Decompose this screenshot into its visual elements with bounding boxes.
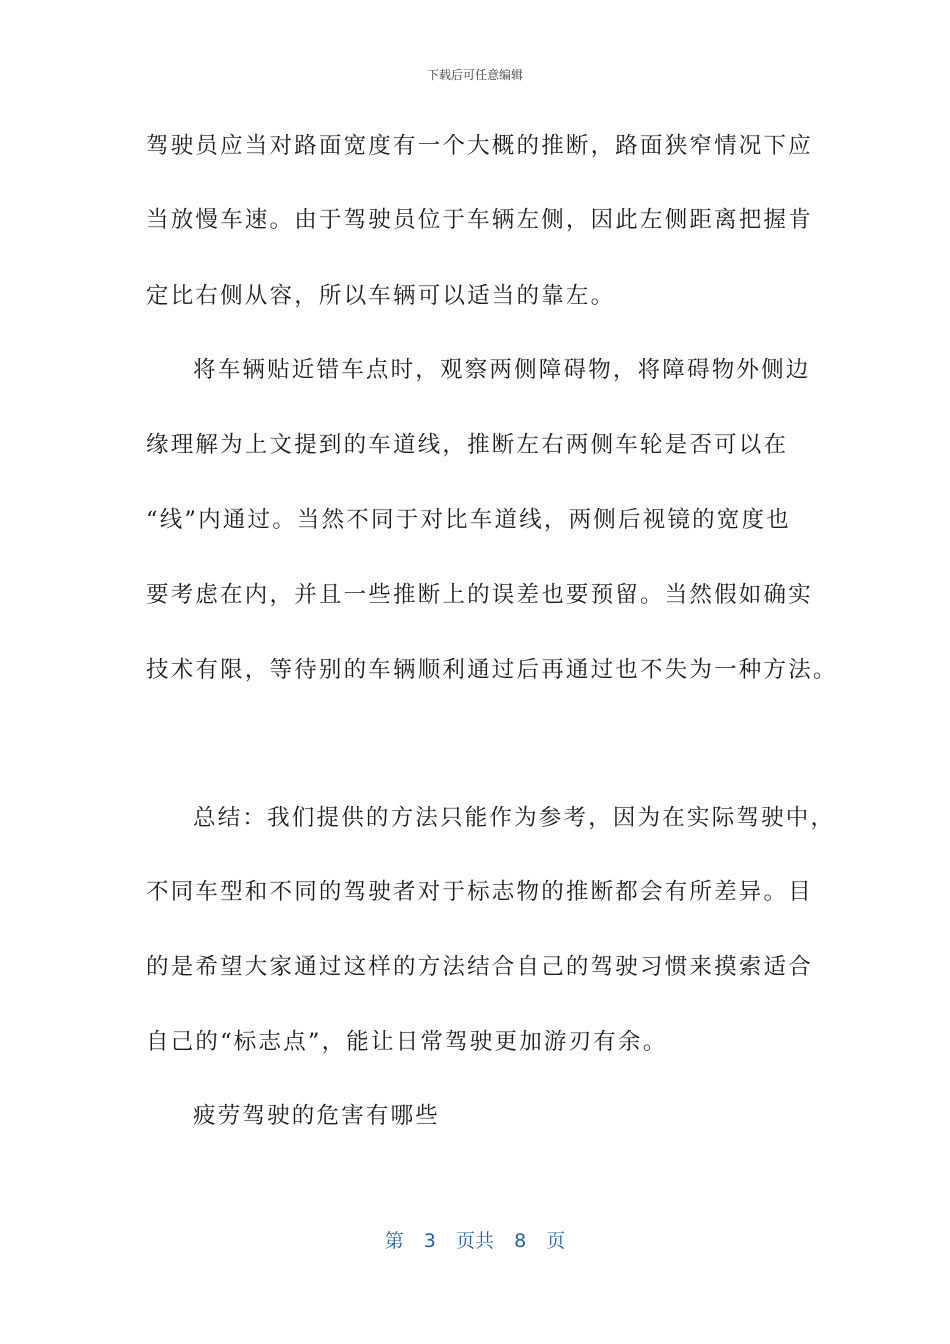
footer-prefix: 第 (384, 1230, 404, 1252)
body-line: 总结：我们提供的方法只能作为参考，因为在实际驾驶中， (193, 805, 836, 831)
body-line: 驾驶员应当对路面宽度有一个大概的推断，路面狭窄情况下应 (146, 133, 813, 159)
page-footer (0, 1226, 950, 1253)
footer-suffix: 页 (546, 1230, 566, 1252)
body-line: 的是希望大家通过这样的方法结合自己的驾驶习惯来摸索适合 (146, 954, 813, 980)
body-line: 缘理解为上文提到的车道线，推断左右两侧车轮是否可以在 (146, 432, 789, 458)
body-line: 要考虑在内，并且一些推断上的误差也要预留。当然假如确实 (146, 582, 813, 608)
footer-total-pages: 8 (514, 1230, 527, 1252)
page-header: 下载后可任意编辑 (426, 68, 523, 82)
footer-page-number: 3 (423, 1230, 436, 1252)
body-line: “线”内通过。当然不同于对比车道线，两侧后视镜的宽度也 (146, 507, 791, 533)
body-line: 当放慢车速。由于驾驶员位于车辆左侧，因此左侧距离把握肯 (146, 207, 813, 233)
body-line: 不同车型和不同的驾驶者对于标志物的推断都会有所差异。目 (146, 879, 813, 905)
section-heading: 疲劳驾驶的危害有哪些 (193, 1103, 441, 1129)
body-line: 技术有限，等待别的车辆顺利通过后再通过也不失为一种方法。 (146, 657, 838, 683)
footer-middle: 页共 (455, 1230, 494, 1252)
body-line: 将车辆贴近错车点时，观察两侧障碍物，将障碍物外侧边 (193, 357, 811, 383)
body-line: 定比右侧从容，所以车辆可以适当的靠左。 (146, 283, 616, 309)
body-line: 自己的“标志点”，能让日常驾驶更加游刃有余。 (146, 1029, 668, 1055)
